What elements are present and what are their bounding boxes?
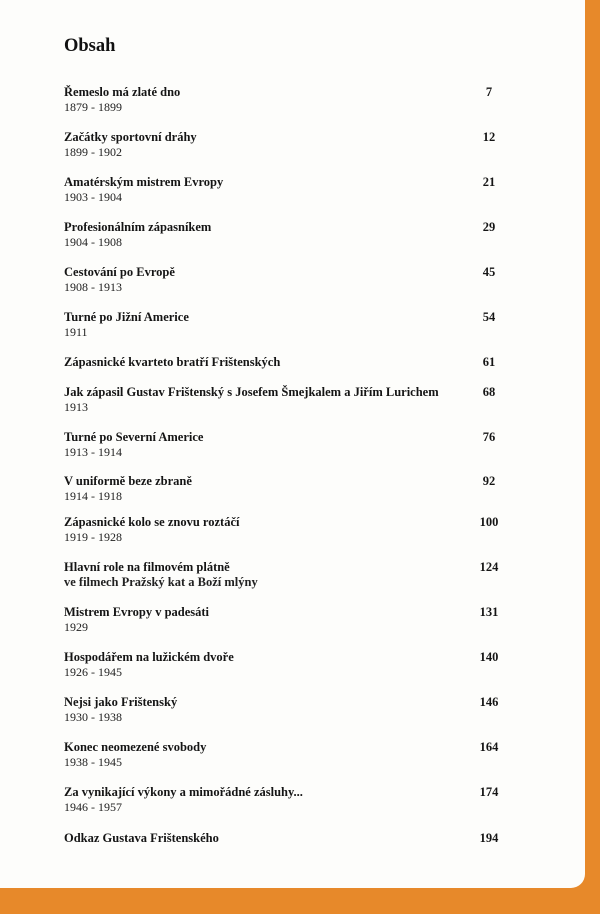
toc-entry bbox=[64, 695, 504, 725]
entry-years: 1930 - 1938 bbox=[64, 710, 122, 724]
entry-page-number: 21 bbox=[482, 175, 496, 189]
entry-title: Začátky sportovní dráhy bbox=[64, 130, 197, 144]
entry-page-number: 45 bbox=[482, 265, 496, 279]
entry-years: 1926 - 1945 bbox=[64, 665, 122, 679]
entry-page-number: 164 bbox=[479, 740, 499, 754]
toc-entry bbox=[64, 474, 504, 504]
entry-years: 1904 - 1908 bbox=[64, 235, 122, 249]
entry-years: ve filmech Pražský kat a Boží mlýny bbox=[64, 575, 258, 589]
toc-entry bbox=[64, 265, 504, 295]
entry-title: Mistrem Evropy v padesáti bbox=[64, 605, 210, 619]
entry-title: Konec neomezené svobody bbox=[64, 740, 207, 754]
toc-entry bbox=[64, 740, 504, 770]
entry-title: V uniformě beze zbraně bbox=[64, 474, 192, 488]
entry-page-number: 76 bbox=[482, 430, 496, 444]
toc-entry bbox=[64, 85, 504, 115]
entry-years: 1913 bbox=[64, 400, 88, 414]
entry-title: Za vynikající výkony a mimořádné zásluhy... bbox=[64, 785, 303, 799]
entry-title: Zápasnické kvarteto bratří Frištenských bbox=[64, 355, 281, 369]
entry-title: Turné po Jižní Americe bbox=[64, 310, 189, 324]
toc-entry bbox=[64, 430, 504, 460]
entry-title: Cestování po Evropě bbox=[64, 265, 175, 279]
entry-title: Řemeslo má zlaté dno bbox=[64, 85, 181, 99]
toc-entry bbox=[64, 560, 504, 590]
entry-years: 1903 - 1904 bbox=[64, 190, 122, 204]
entry-years: 1914 - 1918 bbox=[64, 489, 122, 503]
toc-entry bbox=[64, 605, 504, 635]
entry-years: 1908 - 1913 bbox=[64, 280, 122, 294]
entry-years: 1879 - 1899 bbox=[64, 100, 122, 114]
entry-years: 1929 bbox=[64, 620, 88, 634]
entry-page-number: 12 bbox=[482, 130, 496, 144]
entry-page-number: 146 bbox=[479, 695, 499, 709]
entry-page-number: 29 bbox=[482, 220, 496, 234]
entry-title: Zápasnické kolo se znovu roztáčí bbox=[64, 515, 240, 529]
toc-entry bbox=[64, 385, 504, 415]
entry-years: 1946 - 1957 bbox=[64, 800, 122, 814]
toc-entry bbox=[64, 220, 504, 250]
entry-page-number: 194 bbox=[479, 831, 499, 845]
entry-title: Odkaz Gustava Frištenského bbox=[64, 831, 219, 845]
entry-page-number: 124 bbox=[479, 560, 499, 574]
entry-page-number: 131 bbox=[479, 605, 499, 619]
entry-years: 1919 - 1928 bbox=[64, 530, 122, 544]
entry-years: 1938 - 1945 bbox=[64, 755, 122, 769]
entry-title: Hlavní role na filmovém plátně bbox=[64, 560, 230, 574]
entry-page-number: 100 bbox=[479, 515, 499, 529]
entry-page-number: 61 bbox=[482, 355, 496, 369]
entry-years: 1899 - 1902 bbox=[64, 145, 122, 159]
entry-page-number: 7 bbox=[485, 85, 493, 99]
entry-page-number: 92 bbox=[482, 474, 496, 488]
entry-page-number: 140 bbox=[479, 650, 499, 664]
toc-entry bbox=[64, 515, 504, 545]
entry-title: Profesionálním zápasníkem bbox=[64, 220, 212, 234]
toc-entry bbox=[64, 650, 504, 680]
page-title: Obsah bbox=[64, 36, 116, 56]
entry-page-number: 68 bbox=[482, 385, 496, 399]
entry-years: 1913 - 1914 bbox=[64, 445, 122, 459]
entry-title: Turné po Severní Americe bbox=[64, 430, 204, 444]
entry-page-number: 174 bbox=[479, 785, 499, 799]
toc-entry bbox=[64, 130, 504, 160]
toc-entry bbox=[64, 310, 504, 340]
entry-title: Nejsi jako Frištenský bbox=[64, 695, 178, 709]
toc-entry bbox=[64, 831, 504, 846]
toc-entry bbox=[64, 175, 504, 205]
toc-entry bbox=[64, 785, 504, 815]
entry-title: Amatérským mistrem Evropy bbox=[64, 175, 224, 189]
entry-title: Hospodářem na lužickém dvoře bbox=[64, 650, 234, 664]
entry-years: 1911 bbox=[64, 325, 88, 339]
entry-page-number: 54 bbox=[482, 310, 496, 324]
toc-entry bbox=[64, 355, 504, 370]
entry-title: Jak zápasil Gustav Frištenský s Josefem Šmejkalem a Jiřím Lurichem bbox=[64, 385, 439, 399]
